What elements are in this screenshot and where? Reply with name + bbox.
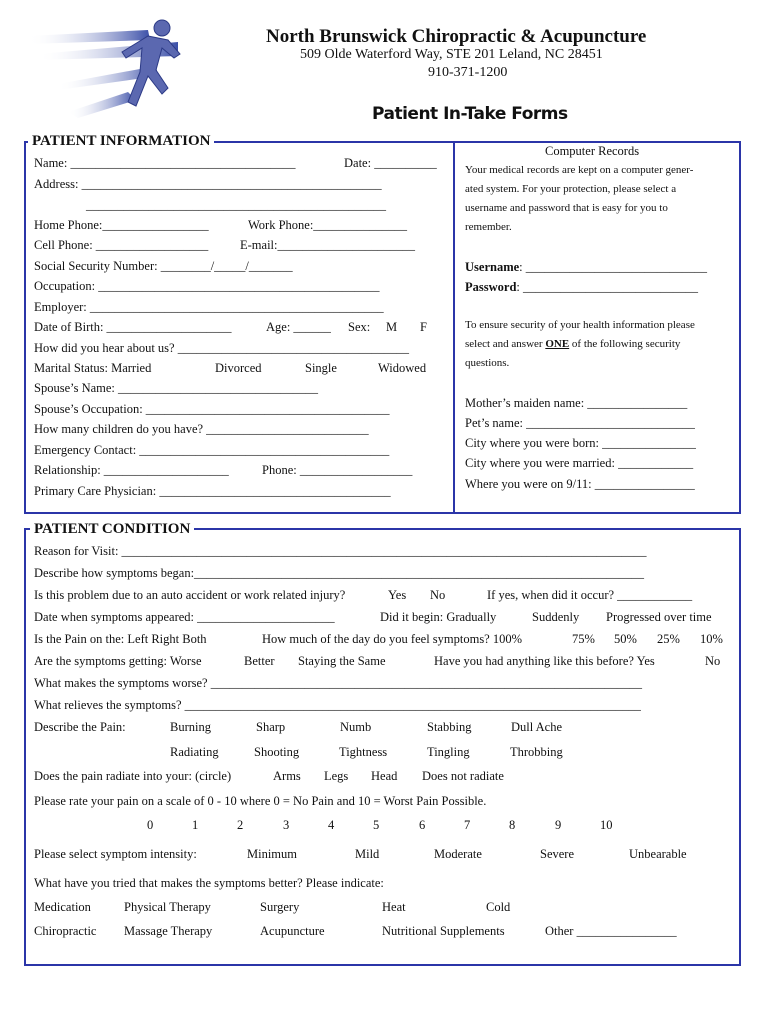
records-intro-line: remember. <box>465 221 512 233</box>
treatment-option[interactable]: Physical Therapy <box>124 900 211 914</box>
occupation-field[interactable]: Occupation: _____________________________________________ <box>34 279 380 293</box>
form-title: Patient In-Take Forms <box>372 104 568 124</box>
pain-option[interactable]: Sharp <box>256 720 286 734</box>
hear-about-field[interactable]: How did you hear about us? _____________________________________ <box>34 341 409 355</box>
email-field[interactable]: E-mail:______________________ <box>240 238 415 252</box>
treatment-option[interactable]: Acupuncture <box>260 924 325 938</box>
mother-maiden-field[interactable]: Mother’s maiden name: ________________ <box>465 396 688 410</box>
sex-label: Sex: <box>348 320 371 334</box>
scale-option[interactable]: 7 <box>464 818 471 832</box>
security-line: questions. <box>465 357 510 369</box>
clinic-name: North Brunswick Chiropractic & Acupuncture <box>266 26 647 47</box>
scale-option[interactable]: 1 <box>192 818 199 832</box>
begin-progressed-option[interactable]: Progressed over time <box>606 610 712 624</box>
security-line <box>465 338 680 350</box>
auto-no-option[interactable]: No <box>430 588 446 602</box>
scale-option[interactable]: 8 <box>509 818 516 832</box>
marital-single-option[interactable]: Single <box>305 361 337 375</box>
pain-option[interactable]: Shooting <box>254 745 300 759</box>
pain-option[interactable]: Stabbing <box>427 720 472 734</box>
marital-divorced-option[interactable]: Divorced <box>215 361 262 375</box>
computer-records-title: Computer Records <box>545 144 640 158</box>
tried-question: What have you tried that makes the symptoms better? Please indicate: <box>34 876 384 890</box>
treatment-option[interactable]: Surgery <box>260 900 300 914</box>
begin-suddenly-option[interactable]: Suddenly <box>532 610 580 624</box>
makes-worse-field[interactable]: What makes the symptoms worse? _____________________________________________________________________ <box>34 676 642 690</box>
password-field[interactable] <box>465 280 698 295</box>
pain-option[interactable]: Throbbing <box>510 745 563 759</box>
username-label: Username <box>465 260 520 274</box>
emergency-contact-field[interactable]: Emergency Contact: ________________________________________ <box>34 443 390 457</box>
intensity-option[interactable]: Mild <box>355 847 380 861</box>
scale-option[interactable]: 3 <box>283 818 290 832</box>
treatment-option[interactable]: Cold <box>486 900 511 914</box>
rate-pain-instruction: Please rate your pain on a scale of 0 - 10 where 0 = No Pain and 10 = Worst Pain Possible. <box>34 794 487 808</box>
radiate-option[interactable]: Does not radiate <box>422 769 504 783</box>
pain-option[interactable]: Tightness <box>339 745 388 759</box>
intensity-option[interactable]: Minimum <box>247 847 298 861</box>
relieves-field[interactable]: What relieves the symptoms? _________________________________________________________________________ <box>34 698 641 712</box>
address-field[interactable]: Address: ________________________________________________ <box>34 177 382 191</box>
clinic-phone: 910-371-1200 <box>428 65 508 80</box>
pain-option[interactable]: Dull Ache <box>511 720 563 734</box>
runner-logo <box>28 14 198 122</box>
scale-option[interactable]: 0 <box>147 818 154 832</box>
spouse-name-field[interactable]: Spouse’s Name: ________________________________ <box>34 381 319 395</box>
nine-eleven-field[interactable]: Where you were on 9/11: ________________ <box>465 477 695 491</box>
username-field[interactable] <box>465 260 707 275</box>
treatment-other-field[interactable]: Other ________________ <box>545 924 677 938</box>
pain-option[interactable]: Tingling <box>427 745 470 759</box>
treatment-option[interactable]: Medication <box>34 900 91 914</box>
spouse-occupation-field[interactable]: Spouse’s Occupation: _______________________________________ <box>34 402 390 416</box>
had-before-no-option[interactable]: No <box>705 654 721 668</box>
password-label: Password <box>465 280 517 294</box>
name-field[interactable]: Name: ____________________________________ <box>34 156 296 170</box>
records-intro-line: ated system. For your protection, please select a <box>465 183 677 195</box>
home-phone-field[interactable]: Home Phone:_________________ <box>34 218 209 232</box>
pain-option[interactable]: Burning <box>170 720 211 734</box>
pain-option[interactable]: Radiating <box>170 745 219 759</box>
day-75-option[interactable]: 75% <box>572 632 595 646</box>
password-line[interactable]: : ____________________________ <box>516 280 699 294</box>
primary-care-field[interactable]: Primary Care Physician: _____________________________________ <box>34 484 391 498</box>
treatment-option[interactable]: Chiropractic <box>34 924 97 938</box>
clinic-address: 509 Olde Waterford Way, STE 201 Leland, NC 28451 <box>300 47 603 62</box>
relationship-phone-field[interactable]: Phone: __________________ <box>262 463 413 477</box>
security-one-emphasis: ONE <box>545 338 570 350</box>
radiate-option[interactable]: Arms <box>273 769 301 783</box>
staying-same-option[interactable]: Staying the Same <box>298 654 386 668</box>
intensity-option[interactable]: Severe <box>540 847 575 861</box>
city-married-field[interactable]: City where you were married: ____________ <box>465 456 694 470</box>
date-appeared-field[interactable]: Date when symptoms appeared: ______________________ <box>34 610 335 624</box>
reason-field[interactable]: Reason for Visit: ____________________________________________________________________________________ <box>34 544 647 558</box>
marital-married-option[interactable]: Marital Status: Married <box>34 361 152 375</box>
treatment-option[interactable]: Nutritional Supplements <box>382 924 505 938</box>
ssn-field[interactable]: Social Security Number: ________/_____/_______ <box>34 259 293 273</box>
radiate-question: Does the pain radiate into your: (circle) <box>34 769 232 783</box>
city-born-field[interactable]: City where you were born: _______________ <box>465 436 696 450</box>
children-field[interactable]: How many children do you have? __________________________ <box>34 422 369 436</box>
records-intro-line: username and password that is easy for you to <box>465 202 668 214</box>
intensity-question: Please select symptom intensity: <box>34 847 197 861</box>
security-text: select and answer <box>465 338 546 350</box>
scale-option[interactable]: 5 <box>373 818 380 832</box>
day-100-option[interactable]: How much of the day do you feel symptoms? 100% <box>262 632 523 646</box>
intensity-option[interactable]: Unbearable <box>629 847 687 861</box>
radiate-option[interactable]: Legs <box>324 769 349 783</box>
sex-f-option[interactable]: F <box>420 320 427 334</box>
date-field[interactable]: Date: __________ <box>344 156 437 170</box>
username-line[interactable]: : _____________________________ <box>519 260 708 274</box>
security-text: of the following security <box>569 338 681 350</box>
relationship-field[interactable]: Relationship: ____________________ <box>34 463 229 477</box>
employer-field[interactable]: Employer: _______________________________________________ <box>34 300 384 314</box>
radiate-option[interactable]: Head <box>371 769 398 783</box>
security-line: To ensure security of your health information please <box>465 319 695 331</box>
auto-accident-question: Is this problem due to an auto accident or work related injury? <box>34 588 346 602</box>
symptoms-began-field[interactable]: Describe how symptoms began:________________________________________________________________________ <box>34 566 645 580</box>
cell-phone-field[interactable]: Cell Phone: __________________ <box>34 238 209 252</box>
column-divider <box>453 141 455 514</box>
getting-better-option[interactable]: Better <box>244 654 275 668</box>
day-25-option[interactable]: 25% <box>657 632 680 646</box>
treatment-option[interactable]: Massage Therapy <box>124 924 213 938</box>
scale-option[interactable]: 10 <box>600 818 613 832</box>
describe-pain-label: Describe the Pain: <box>34 720 126 734</box>
auto-yes-option[interactable]: Yes <box>388 588 407 602</box>
day-10-option[interactable]: 10% <box>700 632 723 646</box>
patient-info-title: PATIENT INFORMATION <box>28 133 214 150</box>
address-line2-field[interactable]: ________________________________________________ <box>86 198 386 212</box>
scale-option[interactable]: 2 <box>237 818 244 832</box>
pain-option[interactable]: Numb <box>340 720 372 734</box>
sex-m-option[interactable]: M <box>386 320 398 334</box>
when-occur-field[interactable]: If yes, when did it occur? ____________ <box>487 588 693 602</box>
pet-name-field[interactable]: Pet’s name: ___________________________ <box>465 416 695 430</box>
records-intro-line: Your medical records are kept on a computer gener- <box>465 164 694 176</box>
had-before-yes-option[interactable]: Have you had anything like this before? Yes <box>434 654 655 668</box>
day-50-option[interactable]: 50% <box>614 632 637 646</box>
marital-widowed-option[interactable]: Widowed <box>378 361 427 375</box>
intensity-option[interactable]: Moderate <box>434 847 482 861</box>
pain-side-options[interactable]: Is the Pain on the: Left Right Both <box>34 632 207 646</box>
age-field[interactable]: Age: ______ <box>266 320 331 334</box>
patient-condition-title: PATIENT CONDITION <box>30 521 194 538</box>
work-phone-field[interactable]: Work Phone:_______________ <box>248 218 408 232</box>
begin-gradually-option[interactable]: Did it begin: Gradually <box>380 610 497 624</box>
treatment-option[interactable]: Heat <box>382 900 406 914</box>
getting-worse-option[interactable]: Are the symptoms getting: Worse <box>34 654 202 668</box>
dob-field[interactable]: Date of Birth: ____________________ <box>34 320 232 334</box>
scale-option[interactable]: 6 <box>419 818 426 832</box>
scale-option[interactable]: 9 <box>555 818 562 832</box>
scale-option[interactable]: 4 <box>328 818 335 832</box>
